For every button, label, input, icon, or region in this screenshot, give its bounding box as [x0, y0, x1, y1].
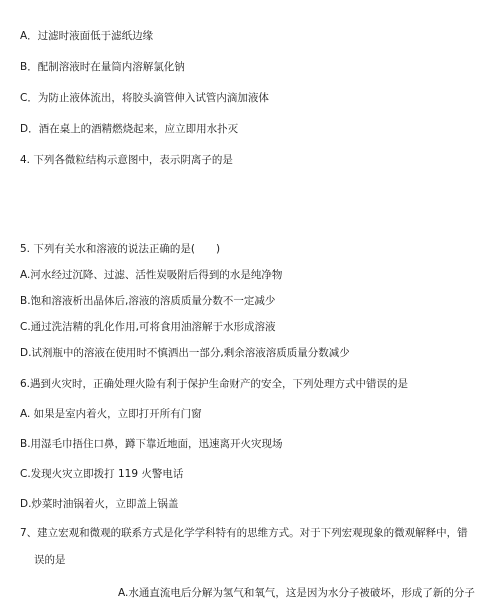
q3-option-d: D．酒在桌上的酒精燃烧起来，应立即用水扑灭	[20, 123, 239, 135]
q6-option-d: D.炒菜时油锅着火，立即盖上锅盖	[20, 498, 179, 510]
q4-stem: 4. 下列各微粒结构示意图中，表示阴离子的是	[20, 154, 233, 166]
q3-option-c: C．为防止液体流出，将胶头滴管伸入试管内滴加液体	[20, 92, 269, 104]
q5-option-d: D.试剂瓶中的溶液在使用时不慎洒出一部分,剩余溶液溶质质量分数减少	[20, 347, 350, 359]
q6-option-a: A. 如果是室内着火，立即打开所有门窗	[20, 408, 202, 420]
q3-option-b: B．配制溶液时在量筒内溶解氯化钠	[20, 61, 185, 73]
q5-stem: 5. 下列有关水和溶液的说法正确的是( )	[20, 243, 221, 255]
q3-option-a: A．过滤时液面低于滤纸边缘	[20, 30, 154, 42]
q7-option-a: A.水通直流电后分解为氢气和氧气，这是因为水分子被破坏，形成了新的分子	[118, 587, 475, 599]
q7-stem: 7、建立宏观和微观的联系方式是化学学科特有的思维方式。对于下列宏观现象的微观解释中，错	[20, 527, 468, 539]
q5-option-b: B.饱和溶液析出晶体后,溶液的溶质质量分数不一定减少	[20, 295, 276, 307]
q5-option-a: A.河水经过沉降、过滤、活性炭吸附后得到的水是纯净物	[20, 269, 283, 281]
q5-option-c: C.通过洗洁精的乳化作用,可将食用油溶解于水形成溶液	[20, 321, 276, 333]
q6-option-c: C.发现火灾立即拨打 119 火警电话	[20, 468, 184, 480]
q7-stem-cont: 误的是	[34, 554, 66, 566]
q6-option-b: B.用湿毛巾捂住口鼻，蹲下靠近地面，迅速离开火灾现场	[20, 438, 283, 450]
q6-stem: 6.遇到火灾时，正确处理火险有利于保护生命财产的安全，下列处理方式中错误的是	[20, 378, 409, 390]
